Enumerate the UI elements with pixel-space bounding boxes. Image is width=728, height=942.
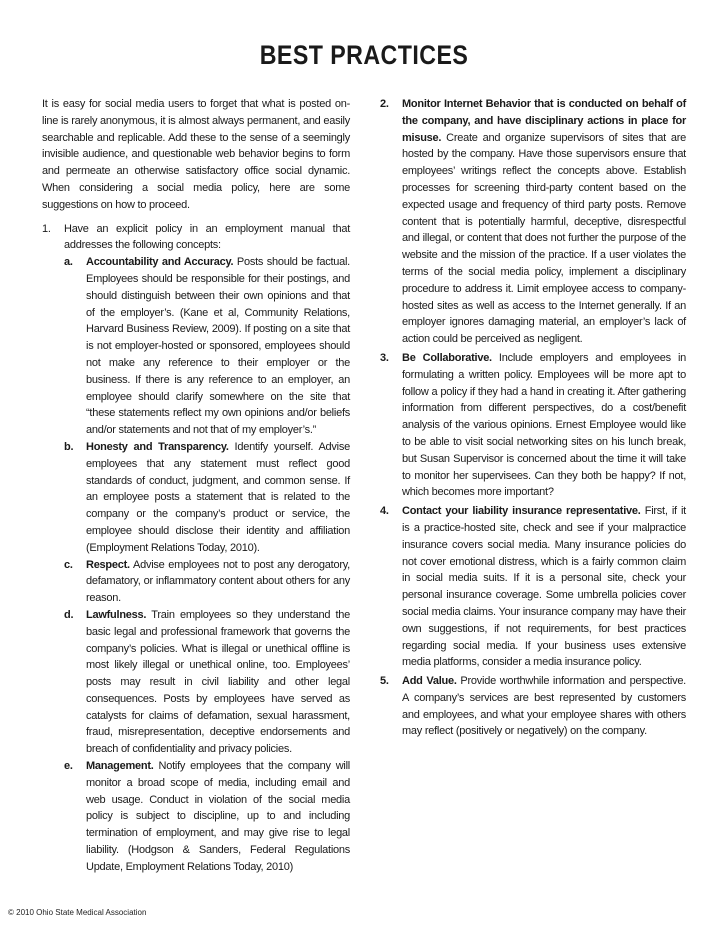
sub-item-text: [86, 758, 350, 876]
item-heading: Contact your liability insurance representative.: [402, 505, 641, 518]
sub-heading: Management.: [86, 760, 154, 773]
intro-paragraph: It is easy for social media users to forget that what is posted on-line is rarely anonymous, it is almost always permanent, and easily searchable and replicable. Add these to the sense of a seemingly invisible audience, and questionable web behavior begins to form and permeate an otherwise satisfactory office social dynamic. When considering a social media policy, here are some suggestions on how to proceed.: [42, 98, 350, 211]
item-heading: Add Value.: [402, 675, 457, 688]
list-number: 5.: [380, 675, 389, 688]
sub-heading: Respect.: [86, 558, 130, 571]
sub-item-d: [64, 607, 350, 758]
list-item-2: [380, 96, 686, 348]
sub-body: Posts should be factual. Employees should be responsible for their postings, and should distinguish between their own opinions and that of the employer’s. (Kane et al, Community Relations, Harvard Business Review, 2009). If posting on a site that is not employer-hosted or sponsored, employees should not make any reference to their employer or the business. If there is any reference to an employer, an employee should clarify somewhere on the site that “these statements reflect my own opinions and/or beliefs and/or statements and not that of my employer’s.”: [86, 256, 350, 437]
list-number: 4.: [380, 505, 389, 518]
sub-letter: a.: [64, 256, 73, 269]
list-item-text: [402, 503, 686, 671]
sub-letter: c.: [64, 558, 73, 571]
item-heading: Monitor Internet Behavior that is conducted on behalf of the company, and have disciplinary actions in place for misuse.: [402, 98, 686, 144]
sub-item-b: [64, 439, 350, 557]
sub-letter: b.: [64, 440, 74, 453]
sub-item-text: [86, 557, 350, 607]
sub-body: Advise employees not to post any derogatory, defamatory, or inflammatory content about others for any reason.: [86, 558, 350, 605]
list-number: 3.: [380, 351, 389, 364]
list-item-3: [380, 350, 686, 501]
left-column: [42, 96, 350, 876]
list-item-text: [402, 96, 686, 348]
sub-heading: Accountability and Accuracy.: [86, 256, 234, 269]
sub-heading: Honesty and Transparency.: [86, 440, 229, 453]
sub-letter: d.: [64, 608, 74, 621]
right-column: [380, 96, 686, 742]
list-item-text: [402, 673, 686, 740]
list-number: 1.: [42, 222, 51, 235]
sub-item-a: [64, 254, 350, 439]
sub-item-text: [86, 254, 350, 439]
list-number: 2.: [380, 98, 389, 110]
item-heading: Be Collaborative.: [402, 351, 492, 364]
item-body: Include employers and employees in formulating a written policy. Employees will be more apt to follow a policy if they had a hand in creating it. After gathering information from different perspectives, do a cost/benefit analysis of the various opinions. Ernest Employee would like to be able to visit social networking sites on his lunch break, but Susan Supervisor is concerned about the time it will take to monitor her supervisees. Can they both be happy? If not, which becomes more important?: [402, 351, 687, 499]
sub-body: Notify employees that the company will monitor a broad scope of media, including email and web usage. Conduct in violation of the social media policy is subject to discipline, up to and including termination of employment, and may give rise to legal liability. (Hodgson & Sanders, Federal Regulations Update, Employment Relations Today, 2010): [86, 760, 350, 873]
sub-item-c: [64, 557, 350, 607]
list-item-5: [380, 673, 686, 740]
list-item-1: [42, 221, 350, 255]
sub-item-text: [86, 607, 350, 758]
item-body: First, if it is a practice-hosted site, check and see if your malpractice insurance covers social media. Many insurance policies do not cover emotional distress, which is a fairly common claim in social media suits. If it is a personal site, check your personal insurance coverage. Some umbrella policies cover social media claims. Your insurance company may have their own suggestions, if not requirements, for best practices regarding social media. If your business uses extensive media platforms, consider a media insurance policy.: [402, 505, 686, 669]
sub-heading: Lawfulness.: [86, 608, 147, 621]
sub-item-e: [64, 758, 350, 876]
page-title: BEST PRACTICES: [259, 40, 469, 70]
sub-body: Train employees so they understand the basic legal and professional framework that governs the company’s policies. What is illegal or unethical offline is most likely illegal or unethical online, too. Employees’ posts may result in civil liability and other legal consequences. Posts by employees have served as catalysts for claims of defamation, sexual harassment, fraud, misrepresentation, deceptive endorsements and breach of confidentiality and privacy policies.: [86, 608, 350, 756]
sub-letter: e.: [64, 760, 73, 773]
list-item-text: Have an explicit policy in an employment manual that addresses the following concepts:: [64, 222, 350, 252]
sub-item-text: [86, 439, 350, 557]
item-body: Provide worthwhile information and perspective. A company’s services are best represented by customers and employees, and what your employee shares with others may reflect (positively or negatively) on the company.: [402, 675, 686, 738]
list-item-text: [402, 350, 686, 501]
list-item-4: [380, 503, 686, 671]
sub-body: Identify yourself. Advise employees that any statement must reflect good standards of conduct, judgment, and common sense. If an employee posts a statement that is related to the company or the company’s product or service, the employee should disclose their identity and affiliation (Employment Relations Today, 2010).: [86, 440, 350, 554]
copyright-footer: © 2010 Ohio State Medical Association: [8, 908, 147, 917]
item-body: Create and organize supervisors of sites that are hosted by the company. Have those supervisors ensure that employees’ writings reflect the concepts above. Establish processes for screening third-party content based on the expected usage and frequency of third party posts. Remove content that is potentially harmful, deceptive, disrespectful and illegal, or content that does not further the purpose of the website and the mission of the practice. If a user violates the terms of the social media policy, implement a disciplinary procedure to address it. Limit employee access to company-hosted sites as well as access to the Internet generally. If an employer ignores damaging material, an employer’s lack of action could be perceived as negligent.: [402, 131, 686, 346]
